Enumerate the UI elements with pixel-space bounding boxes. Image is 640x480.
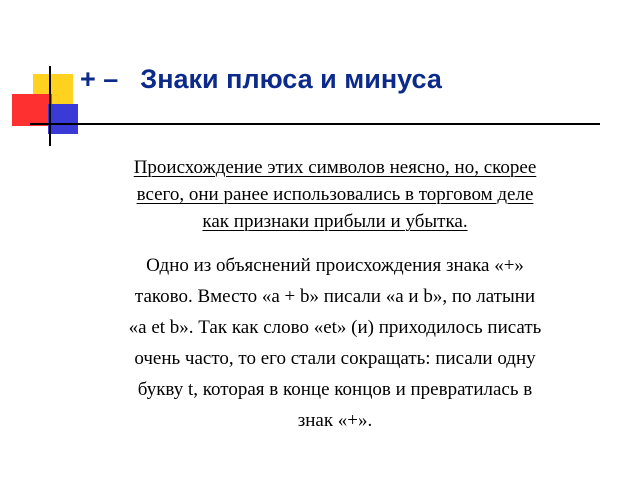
intro-line-2: всего, они ранее использовались в торговом деле xyxy=(136,184,534,205)
intro-line-1: Происхождение этих символов неясно, но, скорее xyxy=(133,157,537,178)
title-signs: + – xyxy=(80,64,119,94)
horizontal-rule xyxy=(30,123,600,125)
blue-square-decoration xyxy=(48,104,78,134)
explanation-line-2: таково. Вместо «a + b» писали «a и b», по латыни xyxy=(134,286,536,307)
explanation-line-3: «a et b». Так как слово «et» (и) приходилось писать xyxy=(128,317,542,338)
title-text: Знаки плюса и минуса xyxy=(140,64,442,94)
intro-paragraph xyxy=(70,154,600,235)
explanation-line-1: Одно из объяснений происхождения знака «+» xyxy=(146,255,524,276)
explanation-paragraph xyxy=(60,250,610,436)
explanation-line-6: знак «+». xyxy=(297,410,373,431)
explanation-line-4: очень часто, то его стали сокращать: писали одну xyxy=(134,348,536,369)
red-square-decoration xyxy=(12,94,52,126)
slide-title xyxy=(80,64,600,95)
intro-line-3: как признаки прибыли и убытка. xyxy=(202,211,468,232)
vertical-rule xyxy=(49,66,51,146)
explanation-line-5: букву t, которая в конце концов и превратилась в xyxy=(137,379,533,400)
